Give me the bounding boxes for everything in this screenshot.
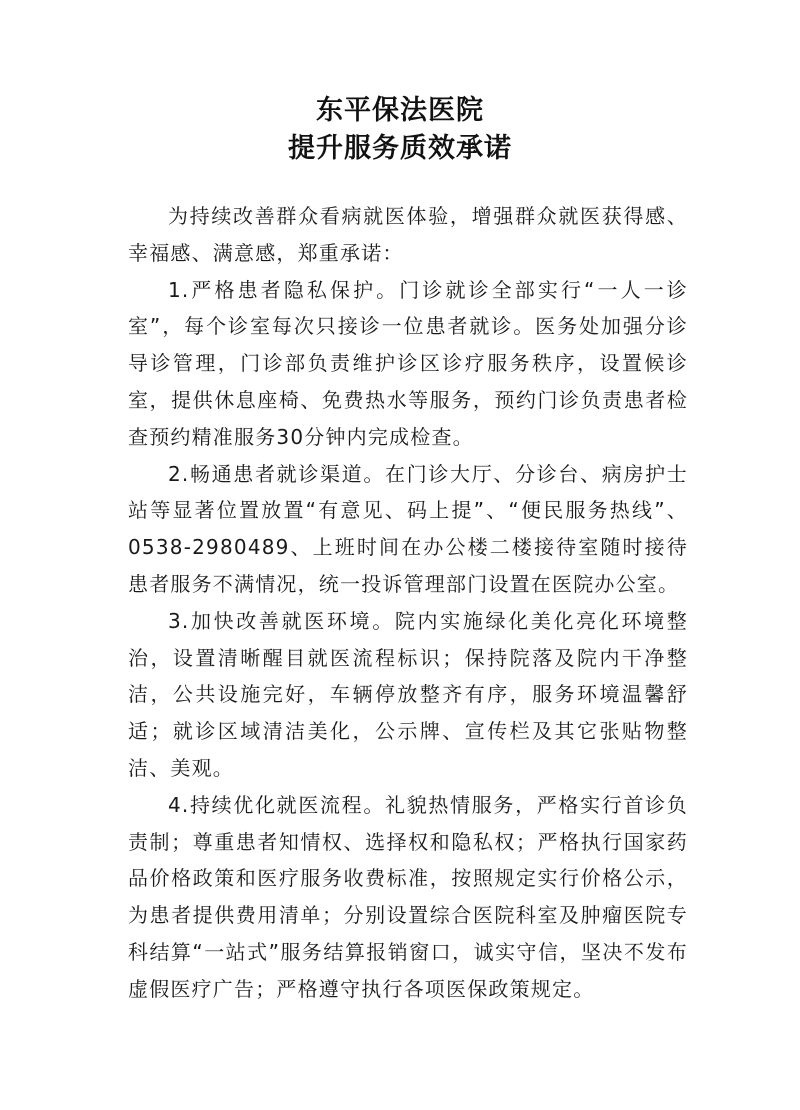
commitment-heading: 提升服务质效承诺 bbox=[288, 133, 512, 164]
document-body bbox=[128, 198, 688, 1008]
intro-paragraph: 为持续改善群众看病就医体验，增强群众就医获得感、幸福感、满意感，郑重承诺： bbox=[128, 204, 688, 265]
commitment-item-1: 1.严格患者隐私保护。门诊就诊全部实行“一人一诊室”，每个诊室每次只接诊一位患者就诊。医务处加强分诊导诊管理，门诊部负责维护诊区诊疗服务秩序，设置候诊室，提供休息座椅、免费热水等服务，预约门诊负责患者检查预约精准服务30分钟内完成检查。 bbox=[128, 277, 688, 449]
commitment-item-2: 2.畅通患者就诊渠道。在门诊大厅、分诊台、病房护士站等显著位置放置“有意见、码上提”、“便民服务热线”、0538-2980489、上班时间在办公楼二楼接待室随时接待患者服务不满情况，统一投诉管理部门设置在医院办公室。 bbox=[128, 461, 688, 596]
commitment-item-3: 3.加快改善就医环境。院内实施绿化美化亮化环境整治，设置清晰醒目就医流程标识；保持院落及院内干净整洁，公共设施完好，车辆停放整齐有序，服务环境温馨舒适；就诊区域清洁美化，公示牌、宣传栏及其它张贴物整洁、美观。 bbox=[128, 608, 688, 780]
hospital-name-heading: 东平保法医院 bbox=[316, 95, 484, 126]
commitment-item-4: 4.持续优化就医流程。礼貌热情服务，严格实行首诊负责制；尊重患者知情权、选择权和隐私权；严格执行国家药品价格政策和医疗服务收费标准，按照规定实行价格公示，为患者提供费用清单；分别设置综合医院科室及肿瘤医院专科结算“一站式”服务结算报销窗口，诚实守信，坚决不发布虚假医疗广告；严格遵守执行各项医保政策规定。 bbox=[128, 792, 688, 1001]
document-title bbox=[0, 92, 800, 168]
